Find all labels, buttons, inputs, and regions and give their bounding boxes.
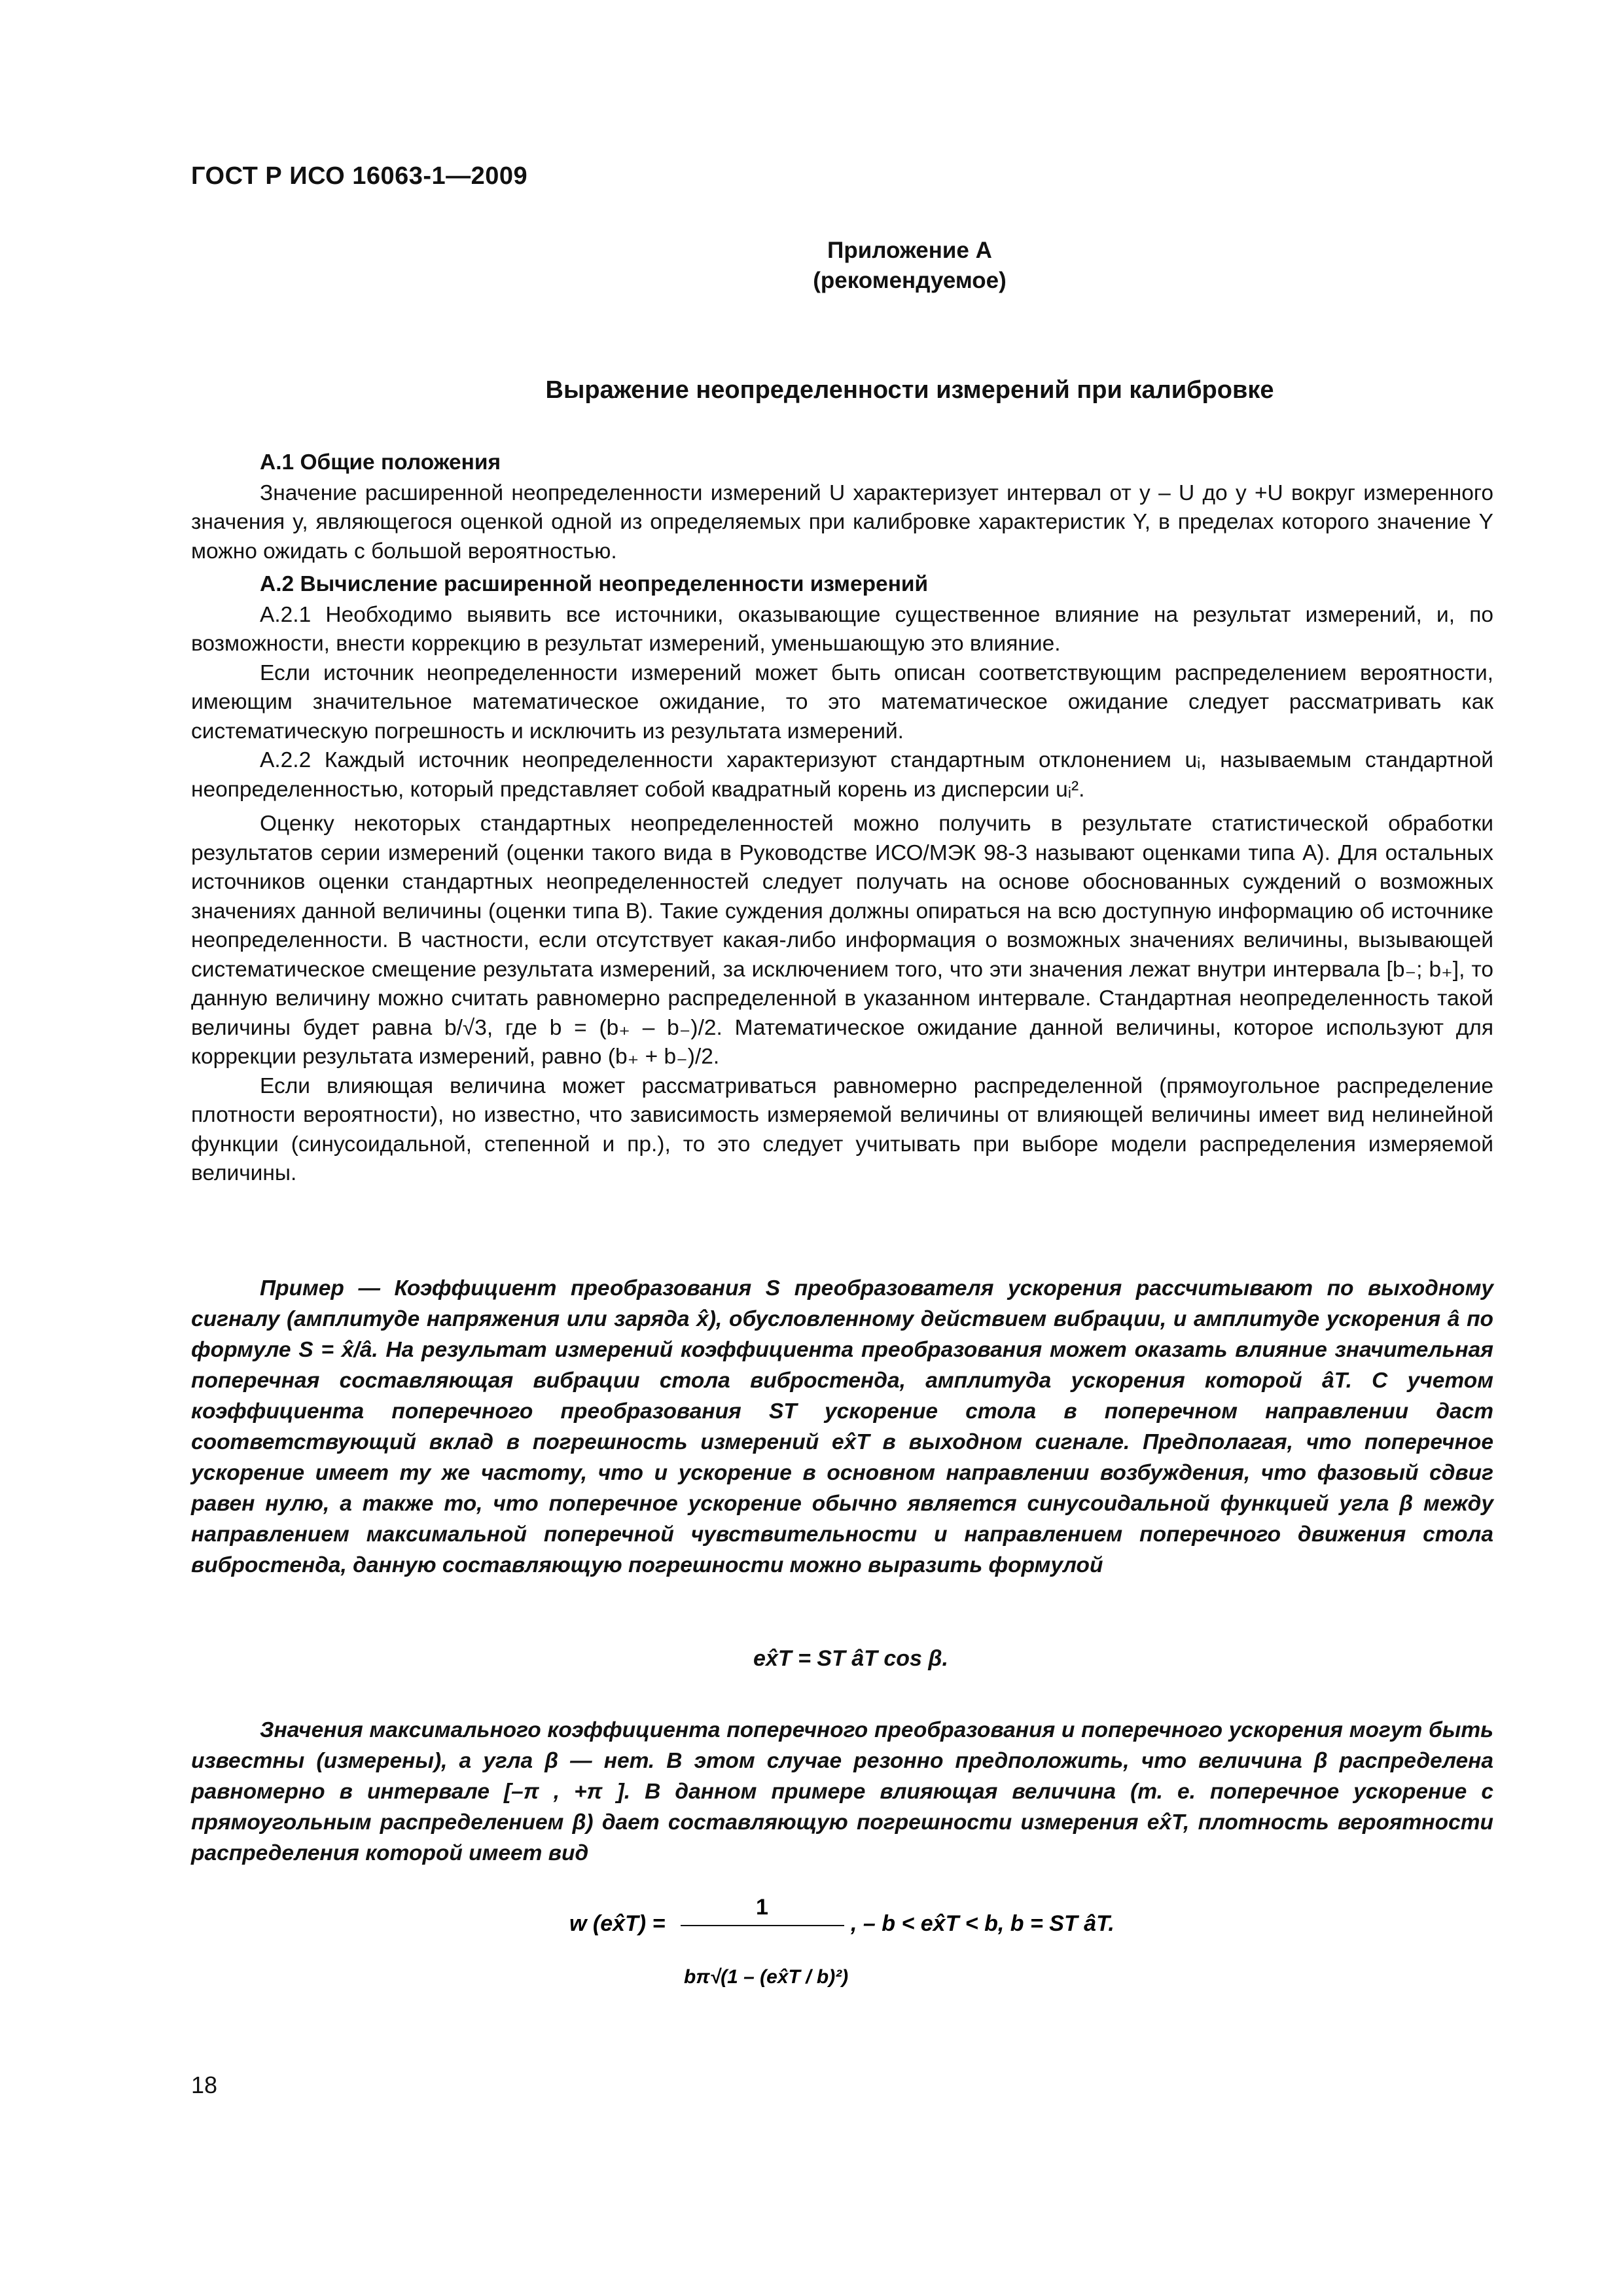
formula-probability-density xyxy=(569,1885,1158,2016)
appendix-status: (рекомендуемое) xyxy=(813,268,1007,293)
page-title-text: Выражение неопределенности измерений при калибровке xyxy=(545,376,1274,404)
formula-error-component-text: ex̂T = ST âT cos β. xyxy=(753,1646,948,1671)
formula-error-component xyxy=(0,1646,1623,1672)
section-a1-paragraph: Значение расширенной неопределенности измерений U характеризует интервал от y – U до y +U вокруг измеренного значения y, являющегося оценкой одной из определяемых при калибровке характеристик Y, в пределах которого значение Y можно ожидать с большой вероятностью. xyxy=(191,480,1493,564)
page-title xyxy=(0,376,1623,404)
formula-lhs: w (ex̂T) = xyxy=(569,1911,666,1936)
main-content xyxy=(191,448,1493,1189)
standard-header: ГОСТ Р ИСО 16063-1—2009 xyxy=(191,162,528,190)
section-a21-paragraph-1: А.2.1 Необходимо выявить все источники, оказывающие существенное влияние на результат измерений, и, по возможности, внести коррекцию в результат измерений, уменьшающую это влияние. xyxy=(191,602,1493,656)
example-block xyxy=(191,1273,1493,1581)
section-a22-paragraph-3: Если влияющая величина может рассматриваться равномерно распределенной (прямоугольное распределение плотности вероятности), но известно, что зависимость измеряемой величины от влияющей величины имеет вид нелинейной функции (синусоидальной, степенной и пр.), то это следует учитывать при выборе модели распределения измеряемой величины. xyxy=(191,1073,1493,1185)
section-a1-title: А.1 Общие положения xyxy=(260,450,501,475)
example-block-2 xyxy=(191,1715,1493,1869)
example-paragraph-2: Значения максимального коэффициента поперечного преобразования и поперечного ускорения могут быть известны (измерены), а угла β — нет. В этом случае резонно предположить, что величина β распределена равномерно в интервале [–π , +π ]. В данном примере влияющая величина (т. е. поперечное ускорение с прямоугольным распределением β) дает составляющую погрешности измерения ex̂T, плотность вероятности распределения которой имеет вид xyxy=(191,1718,1493,1865)
section-a22-paragraph-1: А.2.2 Каждый источник неопределенности характеризуют стандартным отклонением uᵢ, называемым стандартной неопределенностью, который представляет собой квадратный корень из дисперсии uᵢ². xyxy=(191,748,1493,802)
formula-numerator: 1 xyxy=(756,1895,768,1920)
section-a22-paragraph-2: Оценку некоторых стандартных неопределенностей можно получить в результате статистической обработки результатов серии измерений (оценки такого вида в Руководстве ИСО/МЭК 98-3 называют оценками типа А). Для остальных источников оценки стандартных неопределенностей следует получать на основе обоснованных суждений о возможных значениях данной величины (оценки типа В). Такие суждения должны опираться на всю доступную информацию об источнике неопределенности. В частности, если отсутствует какая-либо информация о возможных значениях величины, вызывающей систематическое смещение результата измерений, за исключением того, что эти значения лежат внутри интервала [b₋; b₊], то данную величину можно считать равномерно распределенной в указанном интервале. Стандартная неопределенность такой величины будет равна b/√3, где b = (b₊ – b₋)/2. Математическое ожидание данной величины, которое используют для коррекции результата измерений, равно (b₊ + b₋)/2. xyxy=(191,812,1493,1069)
appendix-heading xyxy=(0,236,1623,296)
section-a2-title: А.2 Вычисление расширенной неопределенности измерений xyxy=(260,572,929,596)
example-paragraph-1: Пример — Коэффициент преобразования S преобразователя ускорения рассчитывают по выходному сигналу (амплитуде напряжения или заряда x̂), обусловленному действием вибрации, и амплитуде ускорения â по формуле S = x̂/â. На результат измерений коэффициента преобразования может оказать влияние значительная поперечная составляющая вибрации стола вибростенда, амплитуда ускорения которой âT. С учетом коэффициента поперечного преобразования ST ускорение стола в поперечном направлении даст соответствующий вклад в погрешность измерений ex̂T в выходном сигнале. Предполагая, что поперечное ускорение имеет ту же частоту, что и ускорение в основном направлении возбуждения, что фазовый сдвиг равен нулю, а также то, что поперечное ускорение обычно является синусоидальной функцией угла β между направлением максимальной поперечной чувствительности и направлением поперечного движения стола вибростенда, данную составляющую погрешности можно выразить формулой xyxy=(191,1276,1493,1577)
formula-denominator: bπ√(1 – (ex̂T / b)²) xyxy=(684,1966,849,1988)
formula-rhs: , – b < ex̂T < b, b = ST âT. xyxy=(851,1911,1115,1936)
appendix-label: Приложение А xyxy=(827,238,992,263)
section-a21-paragraph-2: Если источник неопределенности измерений может быть описан соответствующим распределением вероятности, имеющим значительное математическое ожидание, то это математическое ожидание следует рассматривать как систематическую погрешность и исключить из результата измерений. xyxy=(191,660,1493,744)
page-number: 18 xyxy=(191,2072,218,2098)
